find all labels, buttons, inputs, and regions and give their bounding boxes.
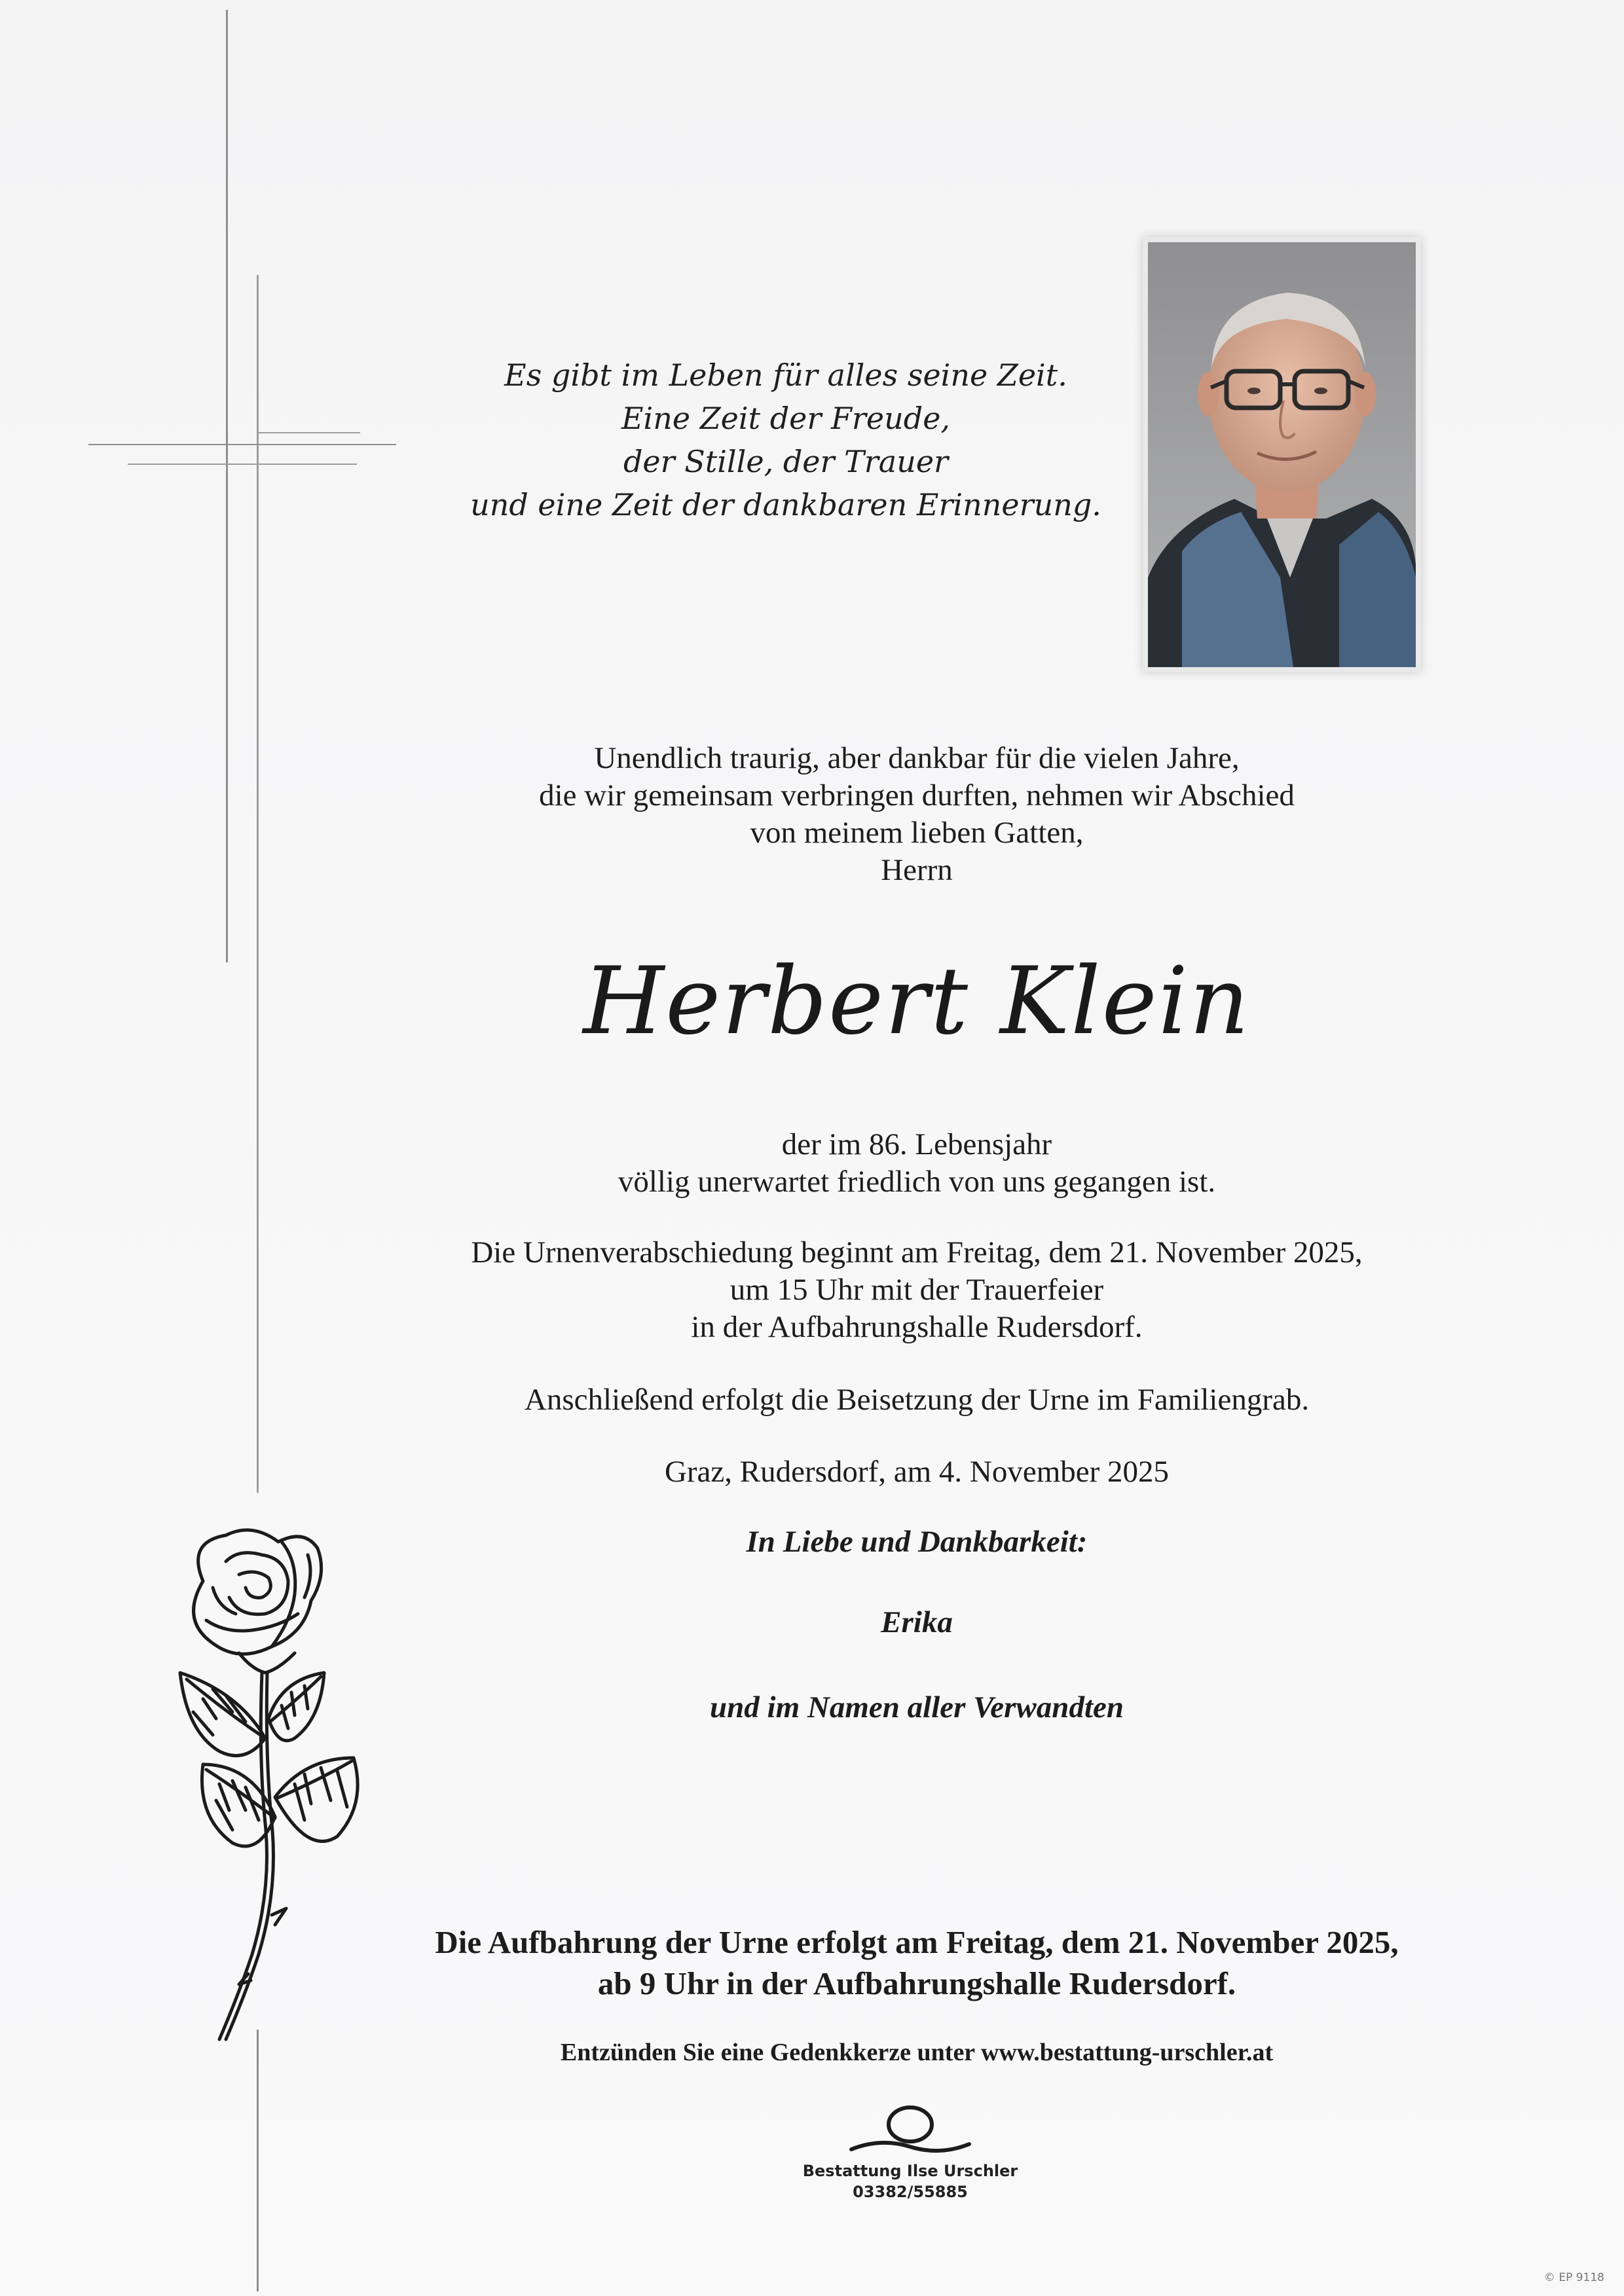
ceremony-line: in der Aufbahrungshalle Rudersdorf.	[691, 1310, 1143, 1344]
portrait-photo	[1143, 237, 1421, 672]
age-text	[262, 1126, 1572, 1201]
intro-line: Herrn	[881, 853, 953, 887]
intro-line: von meinem lieben Gatten,	[750, 816, 1084, 850]
candle-text: Entzünden Sie eine Gedenkkerze unter www.bestattung-urschler.at	[560, 2039, 1274, 2066]
viewing-info	[196, 1922, 1624, 2004]
cross-vertical-right-line	[257, 275, 259, 1493]
viewing-line: Die Aufbahrung der Urne erfolgt am Freitag, dem 21. November 2025,	[435, 1924, 1399, 1960]
ceremony-text	[262, 1234, 1572, 1346]
cross-vertical-bottom-line	[257, 2030, 259, 2291]
poem-line: der Stille, der Trauer	[623, 444, 949, 479]
funeral-home-phone: 03382/55885	[853, 2183, 968, 2201]
age-line: völlig unerwartet friedlich von uns gegangen ist.	[618, 1165, 1216, 1199]
funeral-home-logo	[773, 2098, 1048, 2202]
funeral-home-logo-icon	[773, 2098, 1048, 2157]
document-code: © EP 9118	[1543, 2271, 1604, 2284]
intro-line: die wir gemeinsam verbringen durften, nehmen wir Abschied	[539, 778, 1295, 812]
relatives-text: und im Namen aller Verwandten	[710, 1690, 1124, 1724]
deceased-name: Herbert Klein	[583, 947, 1251, 1055]
ceremony-line: um 15 Uhr mit der Trauerfeier	[729, 1273, 1104, 1307]
cross-horizontal-bottom-line	[128, 464, 357, 465]
poem-line: Es gibt im Leben für alles seine Zeit.	[504, 357, 1067, 393]
ceremony-line: Die Urnenverabschiedung beginnt am Freitag, dem 21. November 2025,	[471, 1235, 1363, 1269]
closing-greeting: In Liebe und Dankbarkeit:	[746, 1525, 1088, 1559]
cross-horizontal-short-line	[259, 432, 360, 433]
age-line: der im 86. Lebensjahr	[781, 1127, 1052, 1161]
poem-line: Eine Zeit der Freude,	[621, 401, 951, 436]
burial-line: Anschließend erfolgt die Beisetzung der Urne im Familiengrab.	[524, 1383, 1310, 1417]
viewing-line: ab 9 Uhr in der Aufbahrungshalle Rudersdorf.	[597, 1965, 1236, 2001]
poem	[458, 354, 1113, 526]
portrait-illustration	[1143, 237, 1421, 672]
cross-horizontal-top-line	[88, 444, 396, 445]
intro-line: Unendlich traurig, aber dankbar für die vielen Jahre,	[594, 741, 1240, 775]
place-date	[262, 1453, 1572, 1491]
signer-name: Erika	[881, 1605, 953, 1639]
poem-line: und eine Zeit der dankbaren Erinnerung.	[470, 487, 1101, 522]
intro-text	[327, 740, 1506, 889]
burial-text	[262, 1381, 1572, 1419]
cross-vertical-left-line	[226, 10, 228, 962]
place-date-line: Graz, Rudersdorf, am 4. November 2025	[664, 1455, 1170, 1489]
funeral-home-name: Bestattung Ilse Urschler	[802, 2162, 1018, 2180]
